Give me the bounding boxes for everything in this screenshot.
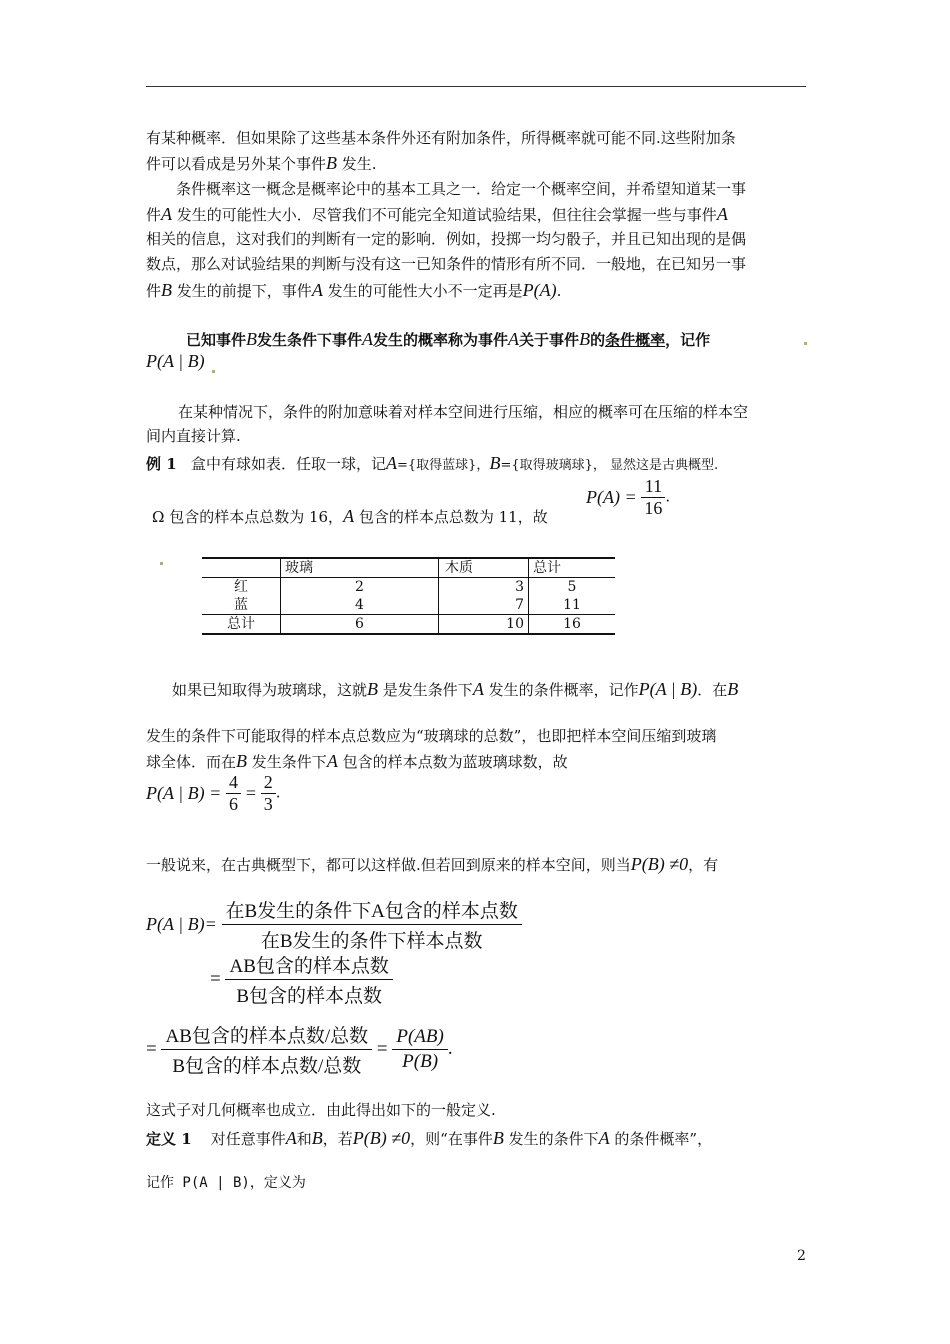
paragraph-line: 球全体．而在B 发生条件下A 包含的样本点数为蓝玻璃球数，故 bbox=[146, 751, 568, 771]
paragraph-line: 间内直接计算. bbox=[146, 427, 241, 445]
marker-dot bbox=[804, 342, 807, 345]
table-row: 总计 6 10 16 bbox=[202, 615, 615, 635]
paragraph-line: 如果已知取得为玻璃球，这就B 是发生条件下A 发生的条件概率，记作P(A | B)．在B bbox=[172, 679, 739, 699]
paragraph-line: 相关的信息，这对我们的判断有一定的影响．例如，投掷一均匀骰子，并且已知出现的是偶 bbox=[146, 230, 747, 248]
paragraph-line: 件A 发生的可能性大小．尽管我们不可能完全知道试验结果，但往往会掌握一些与事件A bbox=[146, 204, 728, 224]
table-row: 蓝 4 7 11 bbox=[202, 596, 615, 615]
definition-1-line: 定义 1 对任意事件A和B，若P(B) ≠0，则“在事件B 发生的条件下A 的条件概率”， bbox=[146, 1128, 713, 1148]
paragraph-line: 发生的条件下可能取得的样本点总数应为“玻璃球的总数”，也即把样本空间压缩到玻璃 bbox=[146, 727, 717, 745]
conditional-formula-3: = $\frac{\text{AB包含的样本点数/总数}}{\text{B包含的样本点数/总数}}$ = $\frac{P(AB)}{P(B)}$ . bbox=[146, 1020, 453, 1079]
example-line: 例 1 盒中有球如表．任取一球，记A={取得蓝球}，B={取得玻璃球}， 显然这是古典概型. bbox=[146, 453, 719, 473]
paragraph-line: 记作 P(A | B)，定义为 bbox=[146, 1175, 306, 1191]
paragraph-line: 一般说来，在古典概型下，都可以这样做.但若回到原来的样本空间，则当P(B) ≠0，有 bbox=[146, 854, 719, 874]
paragraph-line: 件B 发生的前提下，事件A 发生的可能性大小不一定再是P(A). bbox=[146, 280, 562, 300]
paragraph-line: 件可以看成是另外某个事件B 发生. bbox=[146, 153, 377, 173]
paragraph-line: 有某种概率．但如果除了这些基本条件外还有附加条件，所得概率就可能不同.这些附加条 bbox=[146, 129, 736, 147]
definition-label: 定义 1 bbox=[146, 1130, 192, 1148]
definition-line: 已知事件B发生条件下事件A发生的概率称为事件A关于事件B的条件概率，记作 bbox=[186, 329, 711, 349]
marker-dot bbox=[212, 370, 215, 373]
conditional-formula-1: P(A | B)= $\frac{\text{在B发生的条件下A包含的样本点数}}{\text{在B发生的条件下样本点数}}$ bbox=[146, 895, 522, 954]
paragraph-line: 条件概率这一概念是概率论中的基本工具之一．给定一个概率空间，并希望知道某一事 bbox=[176, 180, 747, 198]
table-header-row: 玻璃 木质 总计 bbox=[202, 558, 615, 578]
example-line: Ω 包含的样本点总数为 16，A 包含的样本点总数为 11，故 bbox=[152, 506, 548, 526]
paragraph-line: 数点，那么对试验结果的判断与没有这一已知条件的情形有所不同．一般地，在已知另一事 bbox=[146, 255, 747, 273]
conditional-prob-notation: P(A | B) bbox=[146, 351, 205, 371]
conditional-formula-2: = $\frac{\text{AB包含的样本点数}}{\text{B包含的样本点数}}$ bbox=[210, 950, 393, 1009]
page-number: 2 bbox=[797, 1248, 806, 1264]
example-label: 例 1 bbox=[146, 455, 177, 473]
paragraph-line: 这式子对几何概率也成立．由此得出如下的一般定义. bbox=[146, 1101, 496, 1119]
marker-dot bbox=[160, 562, 163, 565]
probability-formula: P(A) = $\frac{11}{16}$ . bbox=[586, 476, 671, 518]
table-row: 红 2 3 5 bbox=[202, 578, 615, 597]
paragraph-line: 在某种情况下，条件的附加意味着对样本空间进行压缩，相应的概率可在压缩的样本空 bbox=[178, 403, 749, 421]
header-rule bbox=[146, 86, 806, 87]
ball-table bbox=[202, 557, 615, 635]
fraction-formula: P(A | B) = $\frac{4}{6}$ = $\frac{2}{3}$ . bbox=[146, 772, 281, 814]
